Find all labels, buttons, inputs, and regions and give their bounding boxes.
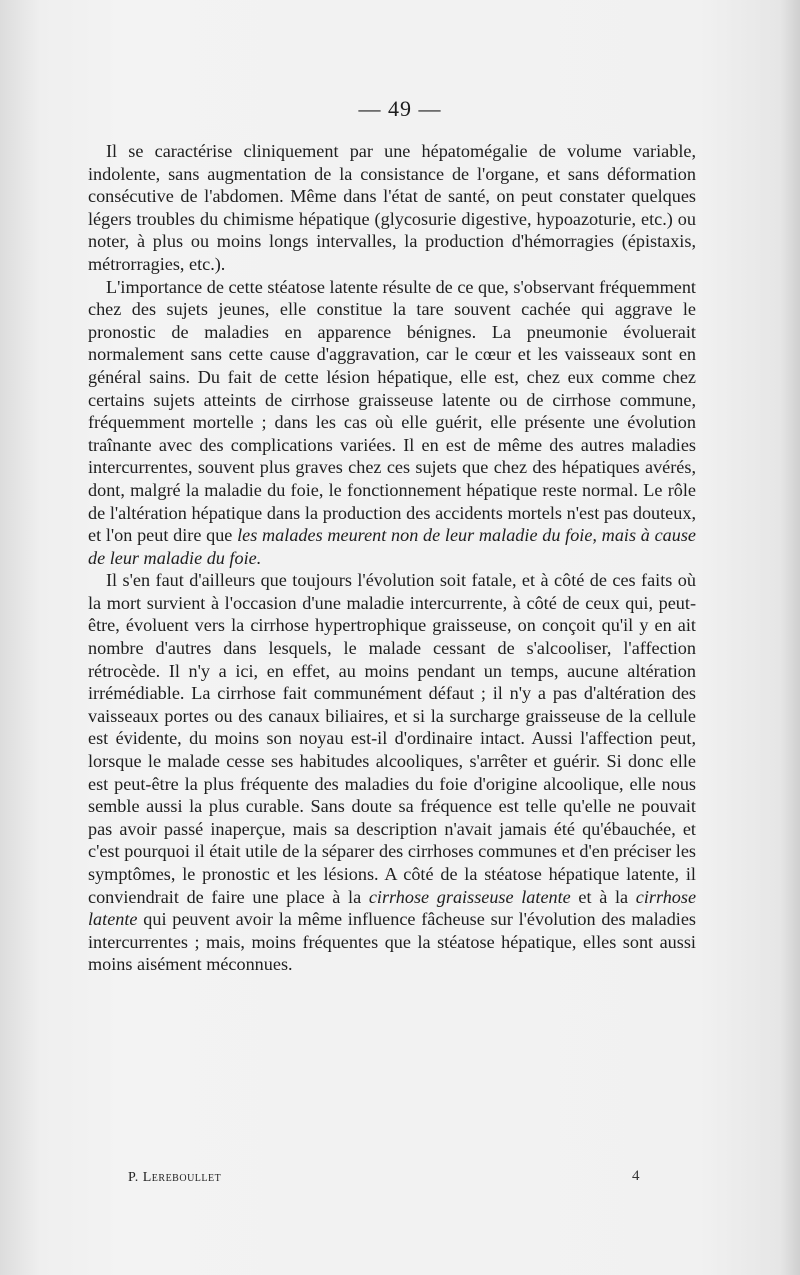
- paragraph-2-text: L'importance de cette stéatose latente résulte de ce que, s'observant fréquemment chez des sujets jeunes, elle constitue la tare souvent cachée qui aggrave le pronostic de maladies en apparence bénignes. La pneumonie évoluerait normalement sans cette cause d'aggravation, car le cœur et les vaisseaux sont en général sains. Du fait de cette lésion hépatique, elle est, chez eux comme chez certains sujets atteints de cirrhose graisseuse latente ou de cirrhose commune, fréquemment mortelle ; dans les cas où elle guérit, elle présente une évolution traînante avec des complications variées. Il en est de même des autres maladies intercurrentes, souvent plus graves chez ces sujets que chez des hépatiques avérés, dont, malgré la maladie du foie, le fonctionnement hépatique reste normal. Le rôle de l'altération hépatique dans la production des accidents mortels n'est pas douteux, et l'on peut dire que: [88, 276, 696, 546]
- author-initial: P.: [128, 1170, 139, 1185]
- paragraph-3: [88, 569, 696, 976]
- paragraph-2-italic: les malades meurent non de leur maladie du foie, mais à cause de leur maladie du foie.: [88, 525, 696, 568]
- paragraph-3-text-b: et à la: [578, 886, 629, 907]
- paragraph-3-text-a: Il s'en faut d'ailleurs que toujours l'évolution soit fatale, et à côté de ces faits où la mort survient à l'occasion d'une maladie intercurrente, à côté de ceux qui, peut-être, évoluent vers la cirrhose hypertrophique graisseuse, on conçoit qu'il y en ait nombre d'autres dans lesquels, le malade cessant de s'alcooliser, l'affection rétrocède. Il n'y a ici, en effet, au moins pendant un temps, aucune altération irrémédiable. La cirrhose fait communément défaut ; il n'y a pas d'altération des vaisseaux portes ou des canaux biliaires, et si la surcharge graisseuse de la cellule est évidente, du moins son noyau est-il d'ordinaire intact. Aussi l'affection peut, lorsque le malade cesse ses habitudes alcooliques, s'arrêter et guérir. Si donc elle est peut-être la plus fréquente des maladies du foie d'origine alcoolique, elle nous semble aussi la plus curable. Sans doute sa fréquence est telle qu'elle ne pouvait pas avoir passé inaperçue, mais sa description n'avait jamais été qu'ébauchée, et c'est pourquoi il était utile de la séparer des cirrhoses communes et d'en préciser les symptômes, le pronostic et les lésions. A côté de la stéatose hépatique latente, il conviendrait de faire une place à la: [88, 570, 696, 907]
- footer-author: [128, 1170, 221, 1186]
- signature-mark: 4: [632, 1168, 640, 1184]
- paragraph-3-italic-2: cirrhose latente: [88, 886, 697, 930]
- paragraph-3-italic-1: cirrhose graisseuse latente: [368, 886, 571, 907]
- author-surname: Lereboullet: [142, 1170, 222, 1185]
- paragraph-2: [88, 276, 696, 570]
- page-number: — 49 —: [358, 96, 442, 121]
- paragraph-1: Il se caractérise cliniquement par une hépatomégalie de volume variable, indolente, sans augmentation de la consistance de l'organe, et sans déformation consécutive de l'abdomen. Même dans l'état de santé, on peut constater quelques légers troubles du chimisme hépatique (glycosurie digestive, hypoazoturie, etc.) ou noter, à plus ou moins longs intervalles, la production d'hémorragies (épistaxis, métrorragies, etc.).: [88, 141, 696, 274]
- paragraph-3-text-c: qui peuvent avoir la même influence fâcheuse sur l'évolution des maladies intercurrentes ; mais, moins fréquentes que la stéatose hépatique, elles sont aussi moins aisément méconnues.: [88, 909, 697, 975]
- body-text: [88, 140, 696, 976]
